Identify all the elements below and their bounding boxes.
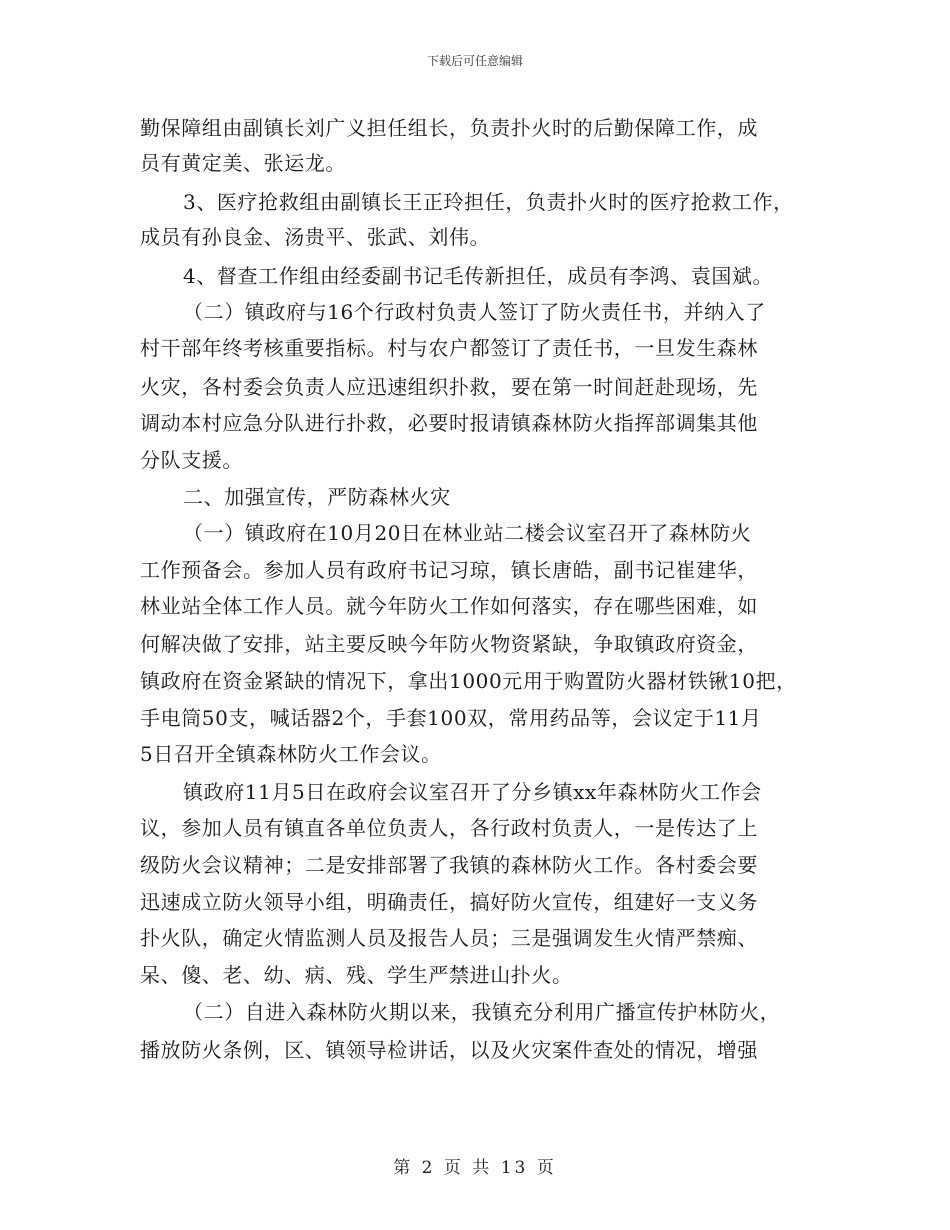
- text-line: 成员有孙良金、汤贵平、张武、刘伟。: [140, 225, 491, 249]
- text-line: 级防火会议精神；二是安排部署了我镇的森林防火工作。各村委会要: [140, 853, 758, 877]
- text-line: 议，参加人员有镇直各单位负责人，各行政村负责人，一是传达了上: [140, 816, 758, 840]
- text-line: 播放防火条例，区、镇领导检讲话，以及火灾案件查处的情况，增强: [140, 1038, 758, 1062]
- text-line: 3、医疗抢救组由副镇长王正玲担任，负责扑火时的医疗抢救工作，: [183, 190, 794, 214]
- text-line: 镇政府11月5日在政府会议室召开了分乡镇xx年森林防火工作会: [183, 780, 762, 804]
- text-line: 何解决做了安排，站主要反映今年防火物资紧缺，争取镇政府资金，: [140, 632, 758, 656]
- text-line: 员有黄定美、张运龙。: [140, 151, 346, 175]
- text-line: （一）镇政府在10月20日在林业站二楼会议室召开了森林防火: [183, 521, 752, 545]
- page-header: 下载后可任意编辑: [426, 54, 523, 68]
- text-line: （二）镇政府与16个行政村负责人签订了防火责任书，并纳入了: [183, 300, 766, 324]
- text-line: 工作预备会。参加人员有政府书记习琼，镇长唐皓，副书记崔建华，: [140, 558, 758, 582]
- text-line: 扑火队，确定火情监测人员及报告人员；三是强调发生火情严禁痴、: [140, 926, 758, 950]
- text-line: 火灾，各村委会负责人应迅速组织扑救，要在第一时间赶赴现场，先: [140, 375, 758, 399]
- text-line: 调动本村应急分队进行扑救，必要时报请镇森林防火指挥部调集其他: [140, 411, 758, 435]
- text-line: 迅速成立防火领导小组，明确责任，搞好防火宣传，组建好一支义务: [140, 890, 758, 914]
- text-line: 手电筒50支，喊话器2个，手套100双，常用药品等，会议定于11月: [140, 706, 762, 730]
- text-line: 林业站全体工作人员。就今年防火工作如何落实，存在哪些困难，如: [140, 594, 758, 618]
- text-line: （二）自进入森林防火期以来，我镇充分利用广播宣传护林防火，: [183, 1000, 781, 1024]
- text-line: 镇政府在资金紧缺的情况下，拿出1000元用于购置防火器材铁锹10把，: [140, 669, 797, 693]
- text-line: 呆、傻、老、幼、病、残、学生严禁进山扑火。: [140, 963, 573, 987]
- text-line: 村干部年终考核重要指标。村与农户都签订了责任书，一旦发生森林: [140, 336, 758, 360]
- text-line: 4、督查工作组由经委副书记毛传新担任，成员有李鸿、袁国斌。: [183, 264, 774, 288]
- text-line: 5日召开全镇森林防火工作会议。: [140, 742, 442, 766]
- section-heading: 二、加强宣传，严防森林火灾: [183, 485, 451, 509]
- text-line: 分队支援。: [140, 448, 243, 472]
- text-line: 勤保障组由副镇长刘广义担任组长，负责扑火时的后勤保障工作，成: [140, 116, 758, 140]
- page-number-footer: 第 2 页 共 13 页: [393, 1158, 557, 1178]
